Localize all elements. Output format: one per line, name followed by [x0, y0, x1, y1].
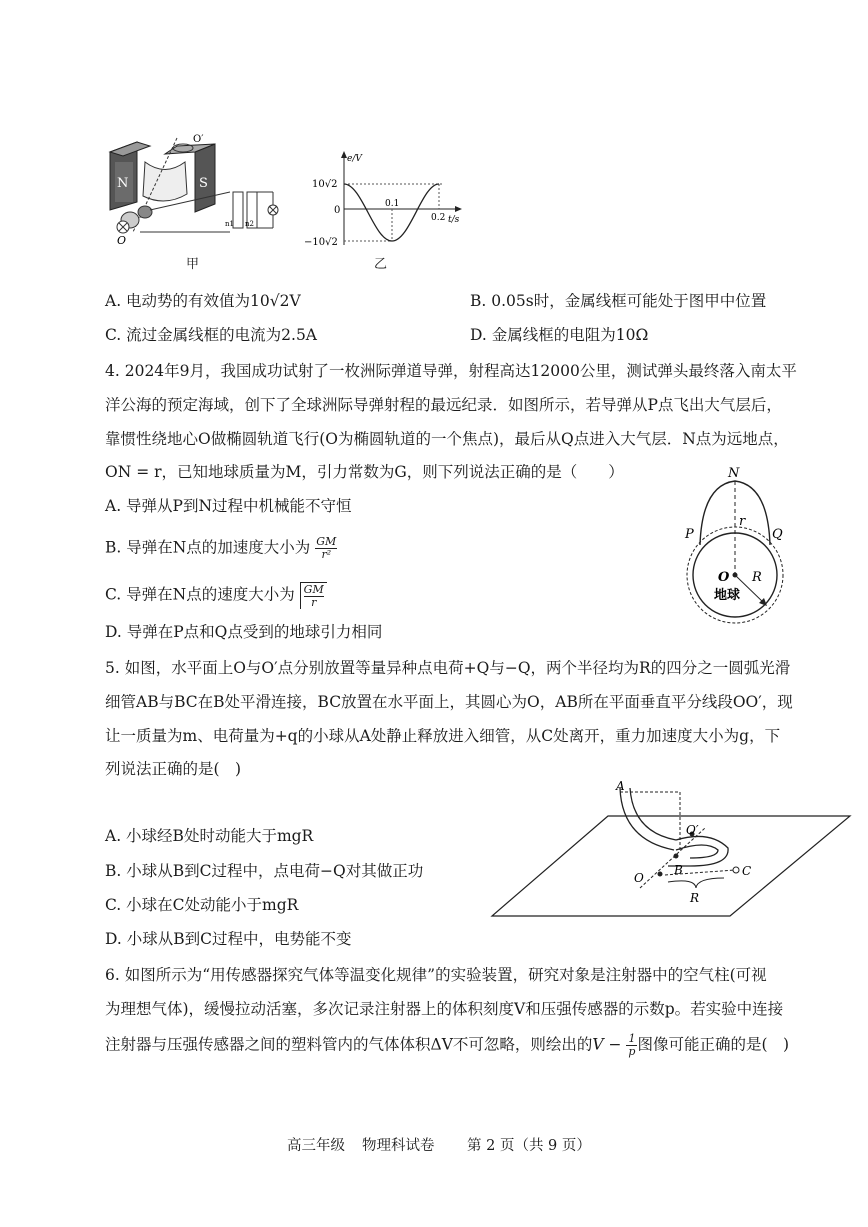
- q4-option-d: D. 导弹在P点和Q点受到的地球引力相同: [105, 623, 383, 641]
- label-r: R: [690, 891, 700, 905]
- point-a: A: [616, 779, 625, 793]
- footer-page: 第 2 页（共 9 页）: [467, 1138, 591, 1154]
- fraction-denominator: p: [628, 1045, 636, 1058]
- t1-label: 0.1: [385, 199, 400, 209]
- label-o-prime: O′: [193, 134, 204, 145]
- peak-label: 10√2: [312, 179, 338, 190]
- label-earth: 地球: [714, 588, 741, 603]
- q4-option-b: [105, 536, 337, 561]
- x-axis-label: t/s: [448, 215, 460, 225]
- fraction-numerator: 1: [628, 1032, 636, 1045]
- point-p: P: [685, 527, 694, 542]
- label-n1: n1: [225, 220, 234, 228]
- fraction-denominator: r: [311, 596, 317, 609]
- point-o-prime: O′: [686, 823, 699, 837]
- label-n: N: [117, 176, 129, 191]
- q4-stem-line-2: 洋公海的预定海域，创下了全球洲际导弹射程的最远纪录．如图所示，若导弹从P点飞出大气层后，: [105, 396, 782, 414]
- label-r: r: [739, 514, 746, 529]
- q4-option-c-sqrt: [300, 582, 327, 609]
- fraction-numerator: GM: [303, 583, 324, 596]
- q6-fraction: [626, 1033, 637, 1058]
- label-o: O: [117, 234, 127, 247]
- q4-option-b-fraction: [315, 536, 337, 561]
- q5-stem-line-3: 让一质量为m、电荷量为+q的小球从A处静止释放进入细管，从C处离开，重力加速度大小为g，下: [105, 727, 781, 745]
- generator-figure: [105, 132, 285, 250]
- q3-option-c: C. 流过金属线框的电流为2.5A: [105, 326, 318, 344]
- label-s: S: [199, 176, 208, 191]
- q3-option-b: B. 0.05s时，金属线框可能处于图甲中位置: [470, 292, 767, 310]
- q4-option-a: A. 导弹从P到N过程中机械能不守恒: [105, 497, 352, 515]
- fraction-denominator: r²: [321, 548, 332, 561]
- q6-line3-tail: 图像可能正确的是( ): [637, 1035, 790, 1054]
- label-n2: n2: [245, 220, 254, 228]
- point-b: B: [674, 863, 683, 877]
- q5-option-d: D. 小球从B到C过程中，电势能不变: [105, 930, 352, 948]
- tube-figure: [490, 778, 855, 920]
- q3-option-d: D. 金属线框的电阻为10Ω: [470, 326, 649, 344]
- q3-option-a: A. 电动势的有效值为10√2V: [105, 292, 301, 310]
- point-o: O: [718, 570, 730, 585]
- q5-stem-line-2: 细管AB与BC在B处平滑连接，BC放置在水平面上，其圆心为O，AB所在平面垂直平分线段OO′，现: [105, 693, 793, 711]
- t2-label: 0.2: [431, 213, 446, 223]
- caption-jia: 甲: [186, 257, 200, 272]
- q6-stem-line-1: 6. 如图所示为“用传感器探究气体等温变化规律”的实验装置，研究对象是注射器中的空气柱(可视: [105, 966, 767, 984]
- q4-stem-line-4: ON = r，已知地球质量为M，引力常数为G，则下列说法正确的是（ ）: [105, 463, 624, 481]
- q6-line3-math: V −: [592, 1035, 622, 1054]
- q5-option-a: A. 小球经B处时动能大于mgR: [105, 827, 314, 845]
- label-big-r: R: [752, 570, 762, 585]
- footer-grade: 高三年级: [287, 1138, 345, 1154]
- zero-label: 0: [334, 205, 341, 216]
- q5-option-c: C. 小球在C处动能小于mgR: [105, 896, 299, 914]
- caption-yi: 乙: [374, 257, 388, 272]
- point-c: C: [742, 864, 752, 878]
- q4-stem-line-3: 靠惯性绕地心O做椭圆轨道飞行(O为椭圆轨道的一个焦点)，最后从Q点进入大气层．N点为远地点，: [105, 430, 789, 448]
- q4-option-c: [105, 582, 327, 609]
- q4-stem-line-1: 4. 2024年9月，我国成功试射了一枚洲际弹道导弹，射程高达12000公里，测试弹头最终落入南太平: [105, 362, 797, 380]
- point-n: N: [728, 466, 740, 481]
- q4-option-c-text: C. 导弹在N点的速度大小为: [105, 585, 295, 604]
- y-axis-label: e/V: [347, 154, 362, 164]
- point-o: O: [634, 871, 644, 885]
- q5-option-b: B. 小球从B到C过程中，点电荷−Q对其做正功: [105, 862, 424, 880]
- emf-graph: [302, 150, 472, 250]
- fraction-numerator: GM: [316, 535, 337, 548]
- q4-option-b-text: B. 导弹在N点的加速度大小为: [105, 538, 311, 557]
- q5-stem-line-1: 5. 如图，水平面上O与O′点分别放置等量异种点电荷+Q与−Q，两个半径均为R的四分之一圆弧光滑: [105, 659, 791, 677]
- trough-label: −10√2: [304, 237, 338, 248]
- orbit-figure: [678, 463, 790, 633]
- q5-stem-line-4: 列说法正确的是( ): [105, 760, 242, 778]
- q6-line3-text: 注射器与压强传感器之间的塑料管内的气体体积ΔV不可忽略，则绘出的: [105, 1035, 593, 1054]
- q6-stem-line-3: [105, 1033, 789, 1058]
- point-q: Q: [772, 527, 783, 542]
- q6-stem-line-2: 为理想气体)，缓慢拉动活塞，多次记录注射器上的体积刻度V和压强传感器的示数p。若实验中连接: [105, 1000, 784, 1018]
- footer-subject: 物理科试卷: [362, 1138, 435, 1154]
